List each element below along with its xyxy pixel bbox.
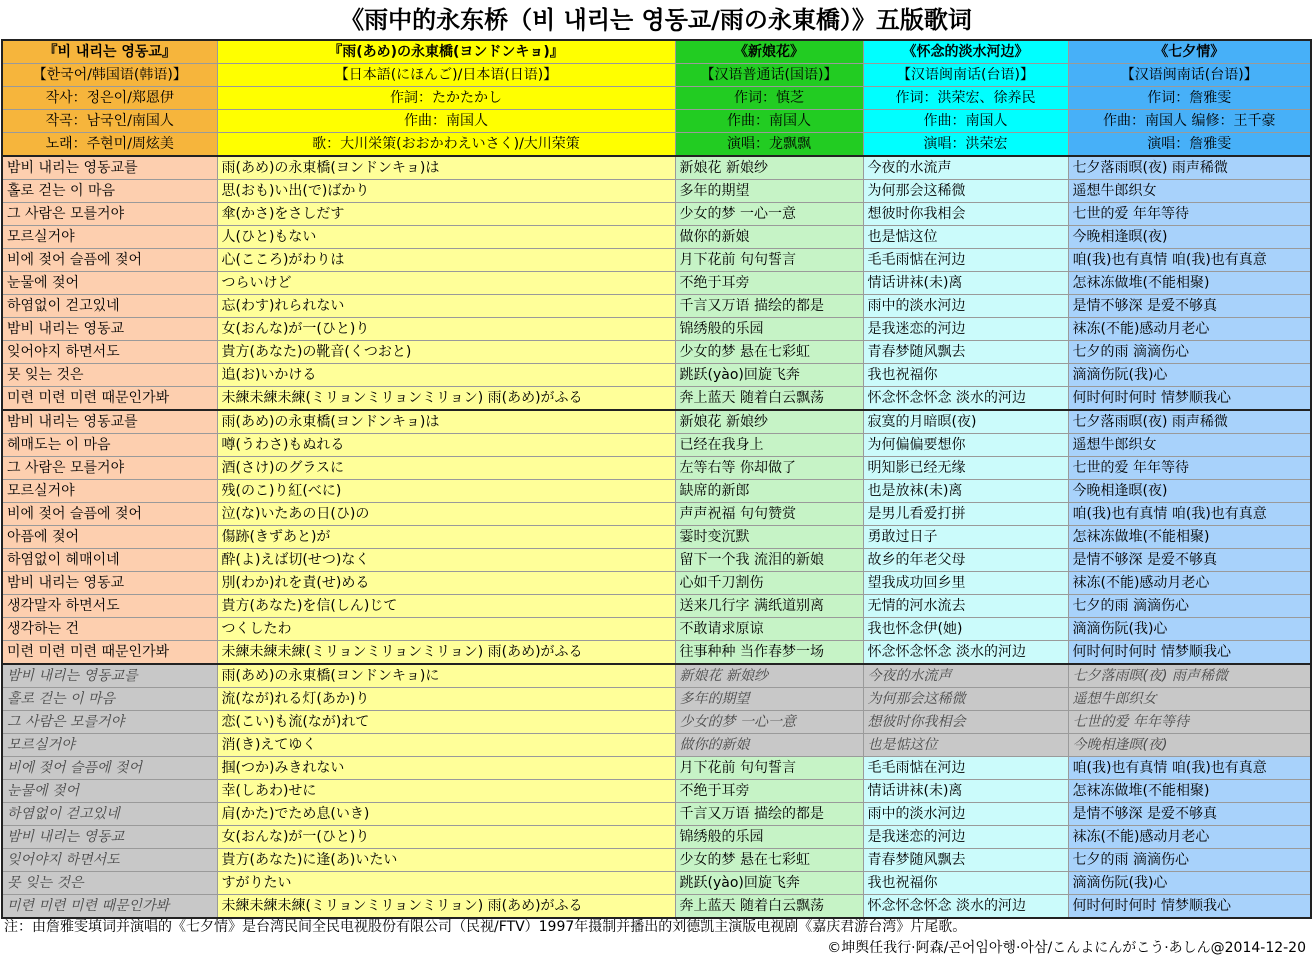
lyric-cell-japanese: 掴(つか)みきれない bbox=[217, 757, 675, 780]
lyric-cell-korean: 밤비 내리는 영동교를 bbox=[2, 664, 217, 688]
lyric-cell-korean: 미련 미련 미련 때문인가봐 bbox=[2, 641, 217, 665]
lyric-row bbox=[2, 595, 1311, 618]
lyric-cell-qixi: 是情不够深 是爱不够真 bbox=[1068, 549, 1311, 572]
lyric-cell-japanese: 思(おも)い出(で)ばかり bbox=[217, 180, 675, 203]
lyric-cell-japanese: 酒(さけ)のグラスに bbox=[217, 457, 675, 480]
lyric-row bbox=[2, 156, 1311, 180]
lyric-cell-mandarin: 少女的梦 一心一意 bbox=[675, 711, 863, 734]
lyric-cell-tamsui: 也是惦这位 bbox=[863, 734, 1068, 757]
lyric-cell-tamsui: 无情的河水流去 bbox=[863, 595, 1068, 618]
lyric-cell-qixi: 怎袜冻做堆(不能相聚) bbox=[1068, 526, 1311, 549]
lyric-cell-mandarin: 多年的期望 bbox=[675, 688, 863, 711]
lyric-cell-tamsui: 雨中的淡水河边 bbox=[863, 295, 1068, 318]
lyric-row bbox=[2, 434, 1311, 457]
lyric-cell-japanese: 雨(あめ)の永東橋(ヨンドンキョ)は bbox=[217, 410, 675, 434]
lyric-cell-korean: 비에 젖어 슬픔에 젖어 bbox=[2, 503, 217, 526]
header-cell-japanese: 作詞：たかたかし bbox=[217, 87, 675, 110]
lyric-cell-mandarin: 做你的新娘 bbox=[675, 226, 863, 249]
lyric-cell-korean: 눈물에 젖어 bbox=[2, 272, 217, 295]
lyric-cell-korean: 밤비 내리는 영동교를 bbox=[2, 156, 217, 180]
lyric-cell-qixi: 何时何时何时 情梦顺我心 bbox=[1068, 387, 1311, 411]
header-cell-tamsui: 演唱：洪荣宏 bbox=[863, 133, 1068, 157]
lyric-cell-tamsui: 是男儿看爱打拼 bbox=[863, 503, 1068, 526]
lyric-cell-qixi: 是情不够深 是爱不够真 bbox=[1068, 295, 1311, 318]
lyrics-table bbox=[1, 39, 1312, 919]
lyric-cell-mandarin: 声声祝福 句句赞赏 bbox=[675, 503, 863, 526]
lyric-cell-korean: 모르실거야 bbox=[2, 480, 217, 503]
lyric-cell-mandarin: 送来几行字 满纸道别离 bbox=[675, 595, 863, 618]
lyric-cell-korean: 잊어야지 하면서도 bbox=[2, 341, 217, 364]
lyric-cell-korean: 모르실거야 bbox=[2, 226, 217, 249]
lyric-row bbox=[2, 757, 1311, 780]
lyric-cell-tamsui: 今夜的水流声 bbox=[863, 156, 1068, 180]
lyric-cell-mandarin: 霎时变沉默 bbox=[675, 526, 863, 549]
lyric-cell-qixi: 怎袜冻做堆(不能相聚) bbox=[1068, 780, 1311, 803]
lyric-cell-qixi: 遥想牛郎织女 bbox=[1068, 180, 1311, 203]
lyric-cell-japanese: 噂(うわさ)もぬれる bbox=[217, 434, 675, 457]
lyric-cell-qixi: 今晚相逢暝(夜) bbox=[1068, 480, 1311, 503]
lyric-cell-korean: 못 잊는 것은 bbox=[2, 872, 217, 895]
lyric-cell-korean: 하염없이 걷고있네 bbox=[2, 803, 217, 826]
lyric-cell-tamsui: 想彼时你我相会 bbox=[863, 711, 1068, 734]
lyric-row bbox=[2, 734, 1311, 757]
lyric-cell-tamsui: 寂寞的月暗暝(夜) bbox=[863, 410, 1068, 434]
lyric-cell-japanese: 貴方(あなた)に逢(あ)いたい bbox=[217, 849, 675, 872]
lyric-cell-korean: 미련 미련 미련 때문인가봐 bbox=[2, 895, 217, 919]
lyric-row bbox=[2, 549, 1311, 572]
lyric-cell-mandarin: 不绝于耳旁 bbox=[675, 272, 863, 295]
lyric-cell-korean: 그 사람은 모를거야 bbox=[2, 711, 217, 734]
lyric-row bbox=[2, 803, 1311, 826]
lyric-cell-qixi: 七夕的雨 滴滴伤心 bbox=[1068, 849, 1311, 872]
lyric-cell-mandarin: 不绝于耳旁 bbox=[675, 780, 863, 803]
lyric-cell-tamsui: 我也祝福你 bbox=[863, 364, 1068, 387]
lyric-cell-japanese: 恋(こい)も流(なが)れて bbox=[217, 711, 675, 734]
header-cell-tamsui: 【汉语闽南话(台语)】 bbox=[863, 64, 1068, 87]
lyric-row bbox=[2, 203, 1311, 226]
lyric-cell-qixi: 七世的爱 年年等待 bbox=[1068, 711, 1311, 734]
lyric-cell-korean: 헤매도는 이 마음 bbox=[2, 434, 217, 457]
lyric-cell-mandarin: 千言又万语 描绘的都是 bbox=[675, 803, 863, 826]
lyric-cell-qixi: 遥想牛郎织女 bbox=[1068, 434, 1311, 457]
lyric-cell-tamsui: 是我迷恋的河边 bbox=[863, 826, 1068, 849]
lyric-cell-tamsui: 怀念怀念怀念 淡水的河边 bbox=[863, 387, 1068, 411]
lyric-cell-tamsui: 我也怀念伊(她) bbox=[863, 618, 1068, 641]
header-cell-mandarin: 作词：慎芝 bbox=[675, 87, 863, 110]
lyric-cell-korean: 하염없이 걷고있네 bbox=[2, 295, 217, 318]
header-cell-mandarin: 作曲：南国人 bbox=[675, 110, 863, 133]
header-cell-korean: 작사：정은이/郑恩伊 bbox=[2, 87, 217, 110]
page-title: 《雨中的永东桥（비 내리는 영동교/雨の永東橋）》五版歌词 bbox=[340, 6, 972, 34]
lyric-cell-qixi: 七世的爱 年年等待 bbox=[1068, 203, 1311, 226]
lyric-cell-qixi: 七夕落雨暝(夜) 雨声稀微 bbox=[1068, 410, 1311, 434]
lyric-cell-mandarin: 左等右等 你却做了 bbox=[675, 457, 863, 480]
lyric-row bbox=[2, 387, 1311, 411]
lyric-cell-tamsui: 情话讲袜(未)离 bbox=[863, 780, 1068, 803]
lyric-cell-tamsui: 青春梦随风飘去 bbox=[863, 341, 1068, 364]
lyric-cell-japanese: 雨(あめ)の永東橋(ヨンドンキョ)に bbox=[217, 664, 675, 688]
lyric-cell-tamsui: 也是放袜(未)离 bbox=[863, 480, 1068, 503]
lyric-cell-tamsui: 是我迷恋的河边 bbox=[863, 318, 1068, 341]
lyric-cell-tamsui: 为何偏偏要想你 bbox=[863, 434, 1068, 457]
lyric-cell-japanese: 追(お)いかける bbox=[217, 364, 675, 387]
lyric-row bbox=[2, 249, 1311, 272]
lyric-cell-mandarin: 锦绣般的乐园 bbox=[675, 826, 863, 849]
lyric-cell-tamsui: 勇敢过日子 bbox=[863, 526, 1068, 549]
lyric-cell-mandarin: 跳跃(yào)回旋飞奔 bbox=[675, 364, 863, 387]
lyric-cell-mandarin: 心如千刀割伤 bbox=[675, 572, 863, 595]
lyric-cell-japanese: 泣(な)いたあの日(ひ)の bbox=[217, 503, 675, 526]
lyric-cell-tamsui: 想彼时你我相会 bbox=[863, 203, 1068, 226]
header-cell-korean: 【한국어/韩国语(韩语)】 bbox=[2, 64, 217, 87]
lyric-cell-tamsui: 雨中的淡水河边 bbox=[863, 803, 1068, 826]
lyric-cell-mandarin: 已经在我身上 bbox=[675, 434, 863, 457]
lyric-cell-mandarin: 缺席的新郎 bbox=[675, 480, 863, 503]
lyric-row bbox=[2, 826, 1311, 849]
lyric-cell-mandarin: 新娘花 新娘纱 bbox=[675, 664, 863, 688]
lyric-row bbox=[2, 295, 1311, 318]
header-row bbox=[2, 87, 1311, 110]
lyric-cell-japanese: 流(なが)れる灯(あか)り bbox=[217, 688, 675, 711]
lyric-cell-mandarin: 不敢请求原谅 bbox=[675, 618, 863, 641]
lyric-cell-qixi: 遥想牛郎织女 bbox=[1068, 688, 1311, 711]
lyric-cell-japanese: 幸(しあわ)せに bbox=[217, 780, 675, 803]
lyric-cell-qixi: 七夕的雨 滴滴伤心 bbox=[1068, 341, 1311, 364]
header-cell-japanese: 作曲：南国人 bbox=[217, 110, 675, 133]
lyric-cell-mandarin: 奔上蓝天 随着白云飘荡 bbox=[675, 895, 863, 919]
header-cell-tamsui: 作曲：南国人 bbox=[863, 110, 1068, 133]
lyric-cell-tamsui: 为何那会这稀微 bbox=[863, 688, 1068, 711]
lyric-cell-mandarin: 多年的期望 bbox=[675, 180, 863, 203]
lyric-cell-korean: 밤비 내리는 영동교 bbox=[2, 318, 217, 341]
header-cell-mandarin: 《新娘花》 bbox=[675, 40, 863, 64]
lyric-cell-qixi: 滴滴伤阮(我)心 bbox=[1068, 364, 1311, 387]
lyric-cell-korean: 하염없이 헤매이네 bbox=[2, 549, 217, 572]
header-cell-qixi: 【汉语闽南话(台语)】 bbox=[1068, 64, 1311, 87]
lyric-cell-tamsui: 青春梦随风飘去 bbox=[863, 849, 1068, 872]
lyric-cell-japanese: 未練未練未練(ミリョンミリョンミリョン) 雨(あめ)がふる bbox=[217, 895, 675, 919]
header-cell-qixi: 作词：詹雅雯 bbox=[1068, 87, 1311, 110]
lyric-row bbox=[2, 272, 1311, 295]
lyric-cell-mandarin: 少女的梦 悬在七彩虹 bbox=[675, 849, 863, 872]
lyric-cell-qixi: 袜冻(不能)感动月老心 bbox=[1068, 826, 1311, 849]
lyric-cell-korean: 생각말자 하면서도 bbox=[2, 595, 217, 618]
lyric-cell-japanese: 貴方(あなた)の靴音(くつおと) bbox=[217, 341, 675, 364]
lyric-cell-tamsui: 为何那会这稀微 bbox=[863, 180, 1068, 203]
lyric-row bbox=[2, 457, 1311, 480]
lyric-cell-korean: 그 사람은 모를거야 bbox=[2, 203, 217, 226]
lyric-cell-qixi: 咱(我)也有真情 咱(我)也有真意 bbox=[1068, 757, 1311, 780]
lyric-cell-qixi: 是情不够深 是爱不够真 bbox=[1068, 803, 1311, 826]
header-cell-mandarin: 【汉语普通话(国语)】 bbox=[675, 64, 863, 87]
lyric-cell-japanese: 未練未練未練(ミリョンミリョンミリョン) 雨(あめ)がふる bbox=[217, 387, 675, 411]
lyric-cell-qixi: 何时何时何时 情梦顺我心 bbox=[1068, 641, 1311, 665]
lyric-cell-tamsui: 也是惦这位 bbox=[863, 226, 1068, 249]
header-cell-korean: 작곡：남국인/南国人 bbox=[2, 110, 217, 133]
lyric-cell-japanese: つくしたわ bbox=[217, 618, 675, 641]
header-cell-tamsui: 作词：洪荣宏、徐养民 bbox=[863, 87, 1068, 110]
lyric-cell-tamsui: 情话讲袜(未)离 bbox=[863, 272, 1068, 295]
lyric-cell-tamsui: 望我成功回乡里 bbox=[863, 572, 1068, 595]
lyric-cell-mandarin: 月下花前 句句誓言 bbox=[675, 249, 863, 272]
lyric-row bbox=[2, 318, 1311, 341]
header-cell-mandarin: 演唱：龙飘飘 bbox=[675, 133, 863, 157]
lyric-row bbox=[2, 895, 1311, 919]
lyric-row bbox=[2, 664, 1311, 688]
lyric-cell-tamsui: 怀念怀念怀念 淡水的河边 bbox=[863, 895, 1068, 919]
lyric-row bbox=[2, 872, 1311, 895]
lyric-cell-korean: 잊어야지 하면서도 bbox=[2, 849, 217, 872]
lyric-cell-japanese: 残(のこ)り紅(べに) bbox=[217, 480, 675, 503]
lyric-cell-qixi: 何时何时何时 情梦顺我心 bbox=[1068, 895, 1311, 919]
lyric-cell-qixi: 袜冻(不能)感动月老心 bbox=[1068, 318, 1311, 341]
lyric-cell-qixi: 七世的爱 年年等待 bbox=[1068, 457, 1311, 480]
lyric-row bbox=[2, 849, 1311, 872]
header-cell-qixi: 作曲：南国人 编修：王千豪 bbox=[1068, 110, 1311, 133]
lyric-cell-korean: 비에 젖어 슬픔에 젖어 bbox=[2, 249, 217, 272]
lyric-row bbox=[2, 780, 1311, 803]
lyric-cell-mandarin: 奔上蓝天 随着白云飘荡 bbox=[675, 387, 863, 411]
lyric-cell-japanese: 別(わか)れを責(せ)める bbox=[217, 572, 675, 595]
lyric-cell-japanese: 心(こころ)がわりは bbox=[217, 249, 675, 272]
lyric-row bbox=[2, 341, 1311, 364]
lyric-cell-qixi: 滴滴伤阮(我)心 bbox=[1068, 872, 1311, 895]
header-row bbox=[2, 110, 1311, 133]
lyric-cell-korean: 모르실거야 bbox=[2, 734, 217, 757]
lyric-cell-korean: 못 잊는 것은 bbox=[2, 364, 217, 387]
lyric-cell-korean: 홀로 걷는 이 마음 bbox=[2, 688, 217, 711]
lyric-cell-mandarin: 留下一个我 流泪的新娘 bbox=[675, 549, 863, 572]
header-row bbox=[2, 64, 1311, 87]
lyric-cell-mandarin: 锦绣般的乐园 bbox=[675, 318, 863, 341]
lyric-cell-qixi: 七夕落雨暝(夜) 雨声稀微 bbox=[1068, 156, 1311, 180]
header-cell-korean: 노래：주현미/周炫美 bbox=[2, 133, 217, 157]
header-cell-japanese: 『雨(あめ)の永東橋(ヨンドンキョ)』 bbox=[217, 40, 675, 64]
lyric-row bbox=[2, 572, 1311, 595]
lyric-cell-mandarin: 少女的梦 悬在七彩虹 bbox=[675, 341, 863, 364]
lyric-cell-japanese: 貴方(あなた)を信(しん)じて bbox=[217, 595, 675, 618]
lyric-cell-japanese: 傷跡(きずあと)が bbox=[217, 526, 675, 549]
lyric-row bbox=[2, 410, 1311, 434]
header-cell-japanese: 歌：大川栄策(おおかわえいさく)/大川荣策 bbox=[217, 133, 675, 157]
credit-line: ©坤舆任我行·阿森/곤어임아행·아삼/こんよにんがこう·あしん@2014-12-20 bbox=[827, 940, 1306, 956]
lyric-cell-mandarin: 少女的梦 一心一意 bbox=[675, 203, 863, 226]
header-cell-qixi: 演唱：詹雅雯 bbox=[1068, 133, 1311, 157]
lyric-cell-mandarin: 月下花前 句句誓言 bbox=[675, 757, 863, 780]
lyric-cell-korean: 홀로 걷는 이 마음 bbox=[2, 180, 217, 203]
header-cell-qixi: 《七夕情》 bbox=[1068, 40, 1311, 64]
lyric-cell-korean: 미련 미련 미련 때문인가봐 bbox=[2, 387, 217, 411]
lyric-cell-japanese: 傘(かさ)をさしだす bbox=[217, 203, 675, 226]
lyric-cell-korean: 눈물에 젖어 bbox=[2, 780, 217, 803]
lyric-row bbox=[2, 480, 1311, 503]
header-cell-korean: 『비 내리는 영동교』 bbox=[2, 40, 217, 64]
lyric-cell-japanese: 女(おんな)が一(ひと)り bbox=[217, 826, 675, 849]
lyric-cell-korean: 밤비 내리는 영동교를 bbox=[2, 410, 217, 434]
lyric-cell-japanese: 未練未練未練(ミリョンミリョンミリョン) 雨(あめ)がふる bbox=[217, 641, 675, 665]
lyric-cell-qixi: 今晚相逢暝(夜) bbox=[1068, 226, 1311, 249]
lyric-cell-tamsui: 明知影已经无缘 bbox=[863, 457, 1068, 480]
lyric-cell-japanese: 酔(よ)えば切(せつ)なく bbox=[217, 549, 675, 572]
lyric-cell-qixi: 怎袜冻做堆(不能相聚) bbox=[1068, 272, 1311, 295]
lyric-cell-tamsui: 怀念怀念怀念 淡水的河边 bbox=[863, 641, 1068, 665]
header-row bbox=[2, 40, 1311, 64]
lyric-cell-korean: 아픔에 젖어 bbox=[2, 526, 217, 549]
lyric-cell-japanese: 人(ひと)もない bbox=[217, 226, 675, 249]
lyric-row bbox=[2, 618, 1311, 641]
lyric-cell-japanese: 忘(わす)れられない bbox=[217, 295, 675, 318]
lyric-cell-korean: 그 사람은 모를거야 bbox=[2, 457, 217, 480]
lyric-row bbox=[2, 364, 1311, 387]
lyric-cell-tamsui: 毛毛雨惦在河边 bbox=[863, 757, 1068, 780]
lyric-cell-korean: 비에 젖어 슬픔에 젖어 bbox=[2, 757, 217, 780]
lyric-cell-korean: 밤비 내리는 영동교 bbox=[2, 826, 217, 849]
lyric-cell-mandarin: 跳跃(yào)回旋飞奔 bbox=[675, 872, 863, 895]
lyric-cell-qixi: 今晚相逢暝(夜) bbox=[1068, 734, 1311, 757]
lyric-cell-mandarin: 千言又万语 描绘的都是 bbox=[675, 295, 863, 318]
lyric-cell-japanese: つらいけど bbox=[217, 272, 675, 295]
lyric-row bbox=[2, 180, 1311, 203]
lyric-cell-japanese: 消(き)えてゆく bbox=[217, 734, 675, 757]
lyric-row bbox=[2, 641, 1311, 665]
header-row bbox=[2, 133, 1311, 157]
lyric-cell-qixi: 咱(我)也有真情 咱(我)也有真意 bbox=[1068, 503, 1311, 526]
lyric-cell-qixi: 袜冻(不能)感动月老心 bbox=[1068, 572, 1311, 595]
lyric-row bbox=[2, 226, 1311, 249]
lyric-cell-japanese: 雨(あめ)の永東橋(ヨンドンキョ)は bbox=[217, 156, 675, 180]
lyric-cell-qixi: 滴滴伤阮(我)心 bbox=[1068, 618, 1311, 641]
lyric-row bbox=[2, 526, 1311, 549]
lyric-cell-mandarin: 做你的新娘 bbox=[675, 734, 863, 757]
lyric-cell-korean: 밤비 내리는 영동교 bbox=[2, 572, 217, 595]
lyric-cell-tamsui: 今夜的水流声 bbox=[863, 664, 1068, 688]
lyric-row bbox=[2, 503, 1311, 526]
lyric-cell-tamsui: 我也祝福你 bbox=[863, 872, 1068, 895]
lyric-row bbox=[2, 711, 1311, 734]
footnote: 注：由詹雅雯填词并演唱的《七夕情》是台湾民间全民电视股份有限公司（民视/FTV）1997年摄制并播出的刘德凯主演版电视剧《嘉庆君游台湾》片尾歌。 bbox=[4, 919, 967, 935]
lyric-cell-japanese: 肩(かた)でため息(いき) bbox=[217, 803, 675, 826]
lyrics-table-body bbox=[2, 40, 1311, 918]
lyric-cell-qixi: 咱(我)也有真情 咱(我)也有真意 bbox=[1068, 249, 1311, 272]
lyric-cell-qixi: 七夕的雨 滴滴伤心 bbox=[1068, 595, 1311, 618]
lyric-cell-mandarin: 新娘花 新娘纱 bbox=[675, 410, 863, 434]
lyric-cell-mandarin: 新娘花 新娘纱 bbox=[675, 156, 863, 180]
lyric-cell-japanese: すがりたい bbox=[217, 872, 675, 895]
lyric-cell-mandarin: 往事种种 当作春梦一场 bbox=[675, 641, 863, 665]
lyric-row bbox=[2, 688, 1311, 711]
lyric-cell-korean: 생각하는 건 bbox=[2, 618, 217, 641]
lyric-cell-qixi: 七夕落雨暝(夜) 雨声稀微 bbox=[1068, 664, 1311, 688]
header-cell-tamsui: 《怀念的淡水河边》 bbox=[863, 40, 1068, 64]
header-cell-japanese: 【日本語(にほんご)/日本语(日语)】 bbox=[217, 64, 675, 87]
lyric-cell-tamsui: 故乡的年老父母 bbox=[863, 549, 1068, 572]
lyric-cell-japanese: 女(おんな)が一(ひと)り bbox=[217, 318, 675, 341]
lyric-cell-tamsui: 毛毛雨惦在河边 bbox=[863, 249, 1068, 272]
